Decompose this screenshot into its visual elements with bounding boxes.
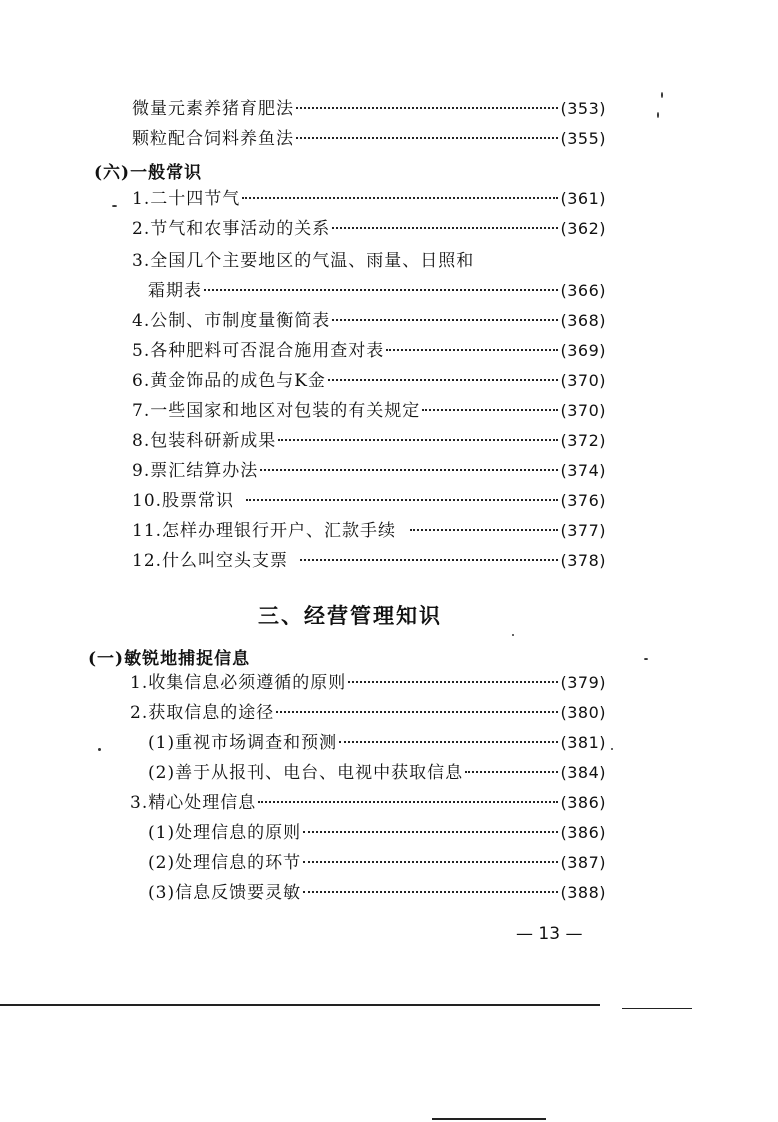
toc-entry [132,336,606,366]
dot-leader [303,861,558,863]
dot-leader [303,891,558,893]
section-heading: (六)一般常识 [94,163,203,183]
toc-entry-title: 微量元素养猪育肥法 [132,99,294,119]
scan-speck [112,205,117,207]
toc-entry-page: (388) [560,883,606,902]
toc-entry [132,396,606,426]
dot-leader [296,107,558,109]
toc-entry [148,728,606,758]
toc-entry-page: (370) [560,371,606,390]
toc-entry-title: 1.收集信息必须遵循的原则 [130,673,347,693]
toc-entry-title: (1)处理信息的原则 [148,823,302,843]
toc-entry-page: (353) [560,99,606,118]
toc-entry [130,668,606,698]
toc-entry-title: 7.一些国家和地区对包装的有关规定 [132,401,421,421]
dot-leader [465,771,558,773]
dot-leader [260,469,558,471]
toc-entry-title: 2.获取信息的途径 [130,703,275,723]
dot-leader [348,681,558,683]
dot-leader [204,289,558,291]
toc-entry-title: (2)善于从报刊、电台、电视中获取信息 [148,763,464,783]
toc-entry-title: 6.黄金饰品的成色与K金 [132,371,326,391]
dot-leader [303,831,558,833]
toc-entry [148,758,606,788]
dot-leader [300,559,558,561]
toc-entry [130,788,606,818]
toc-entry-page: (386) [560,823,606,842]
toc-entry [132,246,606,276]
scan-speck [657,112,659,118]
toc-entry-page: (381) [560,733,606,752]
scan-rule-right [622,1008,692,1009]
toc-entry-page: (374) [560,461,606,480]
toc-entry-title: (1)重视市场调查和预测 [148,733,338,753]
toc-entry [132,426,606,456]
toc-entry [132,456,606,486]
toc-entry-page: (368) [560,311,606,330]
toc-entry [132,214,606,244]
toc-entry-page: (369) [560,341,606,360]
toc-entry-title: (2)处理信息的环节 [148,853,302,873]
dot-leader [422,409,558,411]
dot-leader [242,197,558,199]
page-number: — 13 — [516,924,583,944]
toc-entry [132,184,606,214]
toc-entry-page: (380) [560,703,606,722]
dot-leader [296,137,558,139]
toc-entry-page: (387) [560,853,606,872]
toc-entry-title: 11.怎样办理银行开户、汇款手续 [132,521,397,541]
toc-entry-title: 4.公制、市制度量衡简表 [132,311,331,331]
toc-entry-page: (370) [560,401,606,420]
toc-entry-page: (366) [560,281,606,300]
toc-entry [132,486,606,516]
toc-entry-page: (378) [560,551,606,570]
toc-entry-title: 2.节气和农事活动的关系 [132,219,331,239]
dot-leader [328,379,559,381]
dot-leader [246,499,558,501]
dot-leader [332,227,558,229]
toc-entry-title: 12.什么叫空头支票 [132,551,289,571]
toc-entry [148,848,606,878]
scan-rule-bottom [0,1004,600,1006]
toc-entry [148,818,606,848]
dot-leader [410,529,558,531]
toc-entry-title: 1.二十四节气 [132,189,241,209]
toc-entry-page: (379) [560,673,606,692]
dot-leader [332,319,558,321]
dot-leader [258,801,558,803]
toc-entry-page: (362) [560,219,606,238]
toc-entry-page: (377) [560,521,606,540]
toc-entry [132,366,606,396]
scan-speck [644,658,648,660]
scan-speck [661,92,663,98]
toc-entry-page: (384) [560,763,606,782]
chapter-title: 三、经营管理知识 [258,604,442,628]
toc-entry [132,516,606,546]
toc-entry-title: 9.票汇结算办法 [132,461,259,481]
toc-entry [132,124,606,154]
scan-speck [512,634,514,636]
toc-entry-page: (355) [560,129,606,148]
toc-entry [132,94,606,124]
toc-entry-page: (386) [560,793,606,812]
toc-entry-title: 颗粒配合饲料养鱼法 [132,129,294,149]
toc-entry-title: 5.各种肥料可否混合施用查对表 [132,341,385,361]
toc-entry [130,698,606,728]
toc-entry [148,276,606,306]
scan-speck [611,748,613,750]
toc-entry-page: (361) [560,189,606,208]
toc-entry-title: 3.精心处理信息 [130,793,257,813]
scan-speck [98,748,101,751]
toc-entry-title: 10.股票常识 [132,491,235,511]
dot-leader [278,439,558,441]
toc-entry-page: (372) [560,431,606,450]
toc-entry-title: (3)信息反馈要灵敏 [148,883,302,903]
toc-entry [132,306,606,336]
section-heading: (一)敏锐地捕捉信息 [88,649,251,669]
toc-entry [132,546,606,576]
dot-leader [386,349,558,351]
toc-entry-title: 3.全国几个主要地区的气温、雨量、日照和 [132,251,475,271]
dot-leader [339,741,558,743]
scan-rule-lower [432,1118,546,1120]
toc-entry-page: (376) [560,491,606,510]
toc-entry-title: 8.包装科研新成果 [132,431,277,451]
toc-entry [148,878,606,908]
dot-leader [276,711,558,713]
toc-entry-title: 霜期表 [148,281,202,301]
